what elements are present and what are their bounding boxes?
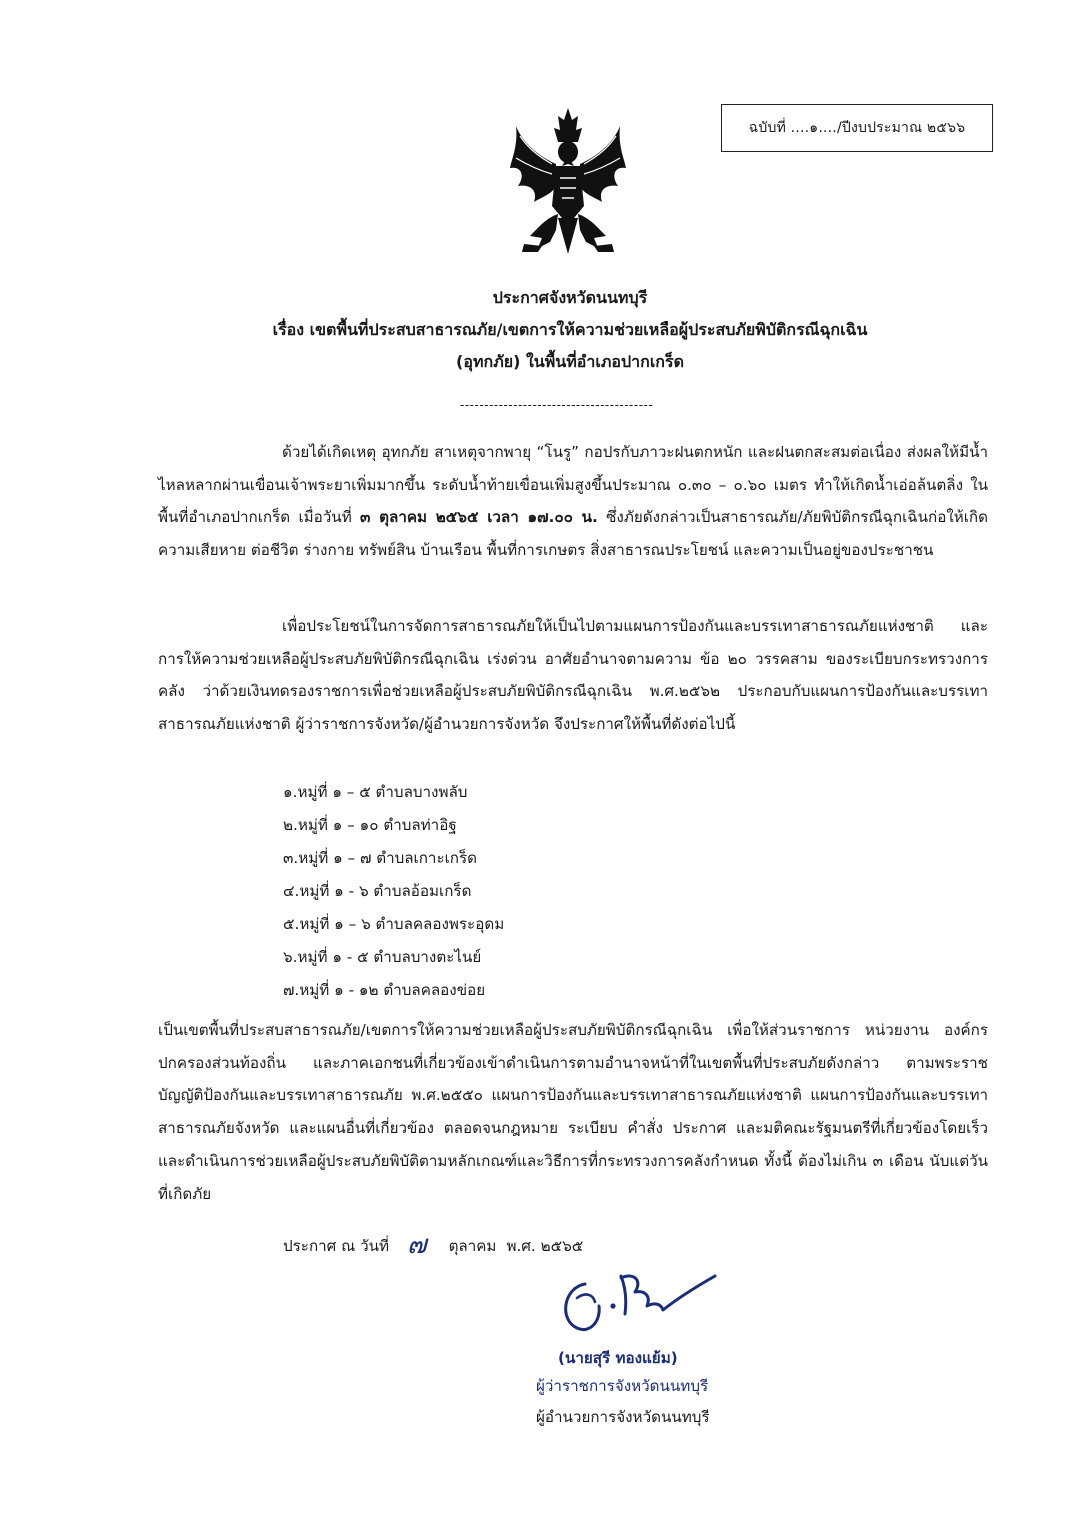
list-item: ๓.หมู่ที่ ๑ – ๗ ตำบลเกาะเกร็ด (283, 849, 478, 867)
paragraph-1-intro: ด้วยได้เกิดเหตุ อุทกภัย สาเหตุจากพายุ “โนรู” กอปรกับภาวะฝนตกหนัก และฝนตกสะสมต่อเนื่อง ส่งผลให้มีน้ำไหลหลากผ่านเขื่อนเจ้าพระยาเพิ่มมากขึ้น ระดับน้ำท้ายเขื่อนเพิ่มสูงขึ้นประมาณ ๐.๓๐ – ๐.๖๐ เมตร ทำให้เกิดน้ำเอ่อล้นตลิ่ง ในพื้นที่อำเภอปากเกร็ด เมื่อวันที่ (158, 443, 988, 527)
garuda-emblem-icon (508, 106, 628, 256)
list-item: ๗.หมู่ที่ ๑ - ๑๒ ตำบลคลองข่อย (283, 981, 486, 999)
dateline-prefix: ประกาศ ณ วันที่ (283, 1237, 389, 1255)
signer-title-director: ผู้อำนวยการจังหวัดนนทบุรี (536, 1408, 710, 1426)
signer-name: (นายสุรี ทองแย้ม) (558, 1349, 678, 1367)
paragraph-1-rest: ซึ่งภัยดังกล่าวเป็นสาธารณภัย/ภัยพิบัติกรณีฉุกเฉินก่อให้เกิดความเสียหาย ต่อชีวิต ร่างกาย ทรัพย์สิน บ้านเรือน พื้นที่การเกษตร สิ่งสาธารณประโยชน์ และความเป็นอยู่ของประชาชน (158, 508, 988, 560)
paragraph-3: เป็นเขตพื้นที่ประสบสาธารณภัย/เขตการให้ความช่วยเหลือผู้ประสบภัยพิบัติกรณีฉุกเฉิน เพื่อให้ส่วนราชการ หน่วยงาน องค์กรปกครองส่วนท้องถิ่น และภาคเอกชนที่เกี่ยวข้องเข้าดำเนินการตามอำนาจหน้าที่ในเขตพื้นที่ประสบภัยดังกล่าว ตามพระราชบัญญัติป้องกันและบรรเทาสาธารณภัย พ.ศ.๒๕๕๐ แผนการป้องกันและบรรเทาสาธารณภัยแห่งชาติ แผนการป้องกันและบรรเทาสาธารณภัยจังหวัด และแผนอื่นที่เกี่ยวข้อง ตลอดจนกฎหมาย ระเบียบ คำสั่ง ประกาศ และมติคณะรัฐมนตรีที่เกี่ยวข้องโดยเร็ว และดำเนินการช่วยเหลือผู้ประสบภัยพิบัติตามหลักเกณฑ์และวิธีการที่กระทรวงการคลังกำหนด ทั้งนี้ ต้องไม่เกิน ๓ เดือน นับแต่วันที่เกิดภัย (158, 1021, 988, 1203)
dateline-day: ๗ (407, 1230, 427, 1260)
list-item: ๔.หมู่ที่ ๑ - ๖ ตำบลอ้อมเกร็ด (283, 882, 472, 900)
dateline (283, 1222, 583, 1263)
paragraph-1 (158, 436, 988, 567)
incident-date: ๓ ตุลาคม ๒๕๖๕ เวลา ๑๗.๐๐ น. (360, 508, 598, 527)
subject-line-1: เรื่อง เขตพื้นที่ประสบสาธารณภัย/เขตการให้ความช่วยเหลือผู้ประสบภัยพิบัติกรณีฉุกเฉิน (272, 320, 868, 339)
issue-number-box (721, 104, 993, 152)
subject-line-2: (อุทกภัย) ในพื้นที่อำเภอปากเกร็ด (456, 352, 684, 371)
list-item: ๖.หมู่ที่ ๑ - ๕ ตำบลบางตะไนย์ (283, 948, 482, 966)
announcement-title: ประกาศจังหวัดนนทบุรี (492, 288, 648, 307)
list-item: ๒.หมู่ที่ ๑ – ๑๐ ตำบลท่าอิฐ (283, 816, 457, 834)
paragraph-2: เพื่อประโยชน์ในการจัดการสาธารณภัยให้เป็นไปตามแผนการป้องกันและบรรเทาสาธารณภัยแห่งชาติ และการให้ความช่วยเหลือผู้ประสบภัยพิบัติกรณีฉุกเฉิน เร่งด่วน อาศัยอำนาจตามความ ข้อ ๒๐ วรรคสาม ของระเบียบกระทรวงการคลัง ว่าด้วยเงินทดรองราชการเพื่อช่วยเหลือผู้ประสบภัยพิบัติกรณีฉุกเฉิน พ.ศ.๒๕๖๒ ประกอบกับแผนการป้องกันและบรรเทาสาธารณภัยแห่งชาติ ผู้ว่าราชการจังหวัด/ผู้อำนวยการจังหวัด จึงประกาศให้พื้นที่ดังต่อไปนี้ (158, 617, 988, 734)
divider-line: ---------------------------------------- (460, 398, 654, 412)
affected-area-list (283, 776, 504, 1007)
issue-number: ฉบับที่ ....๑..../ปีงบประมาณ ๒๕๖๖ (748, 120, 966, 136)
signature-mark (555, 1262, 725, 1344)
dateline-year: พ.ศ. ๒๕๖๕ (506, 1237, 584, 1255)
dateline-month: ตุลาคม (448, 1237, 497, 1255)
list-item: ๑.หมู่ที่ ๑ – ๕ ตำบลบางพลับ (283, 783, 468, 801)
signer-title-governor: ผู้ว่าราชการจังหวัดนนทบุรี (536, 1377, 709, 1395)
list-item: ๕.หมู่ที่ ๑ – ๖ ตำบลคลองพระอุดม (283, 915, 505, 933)
